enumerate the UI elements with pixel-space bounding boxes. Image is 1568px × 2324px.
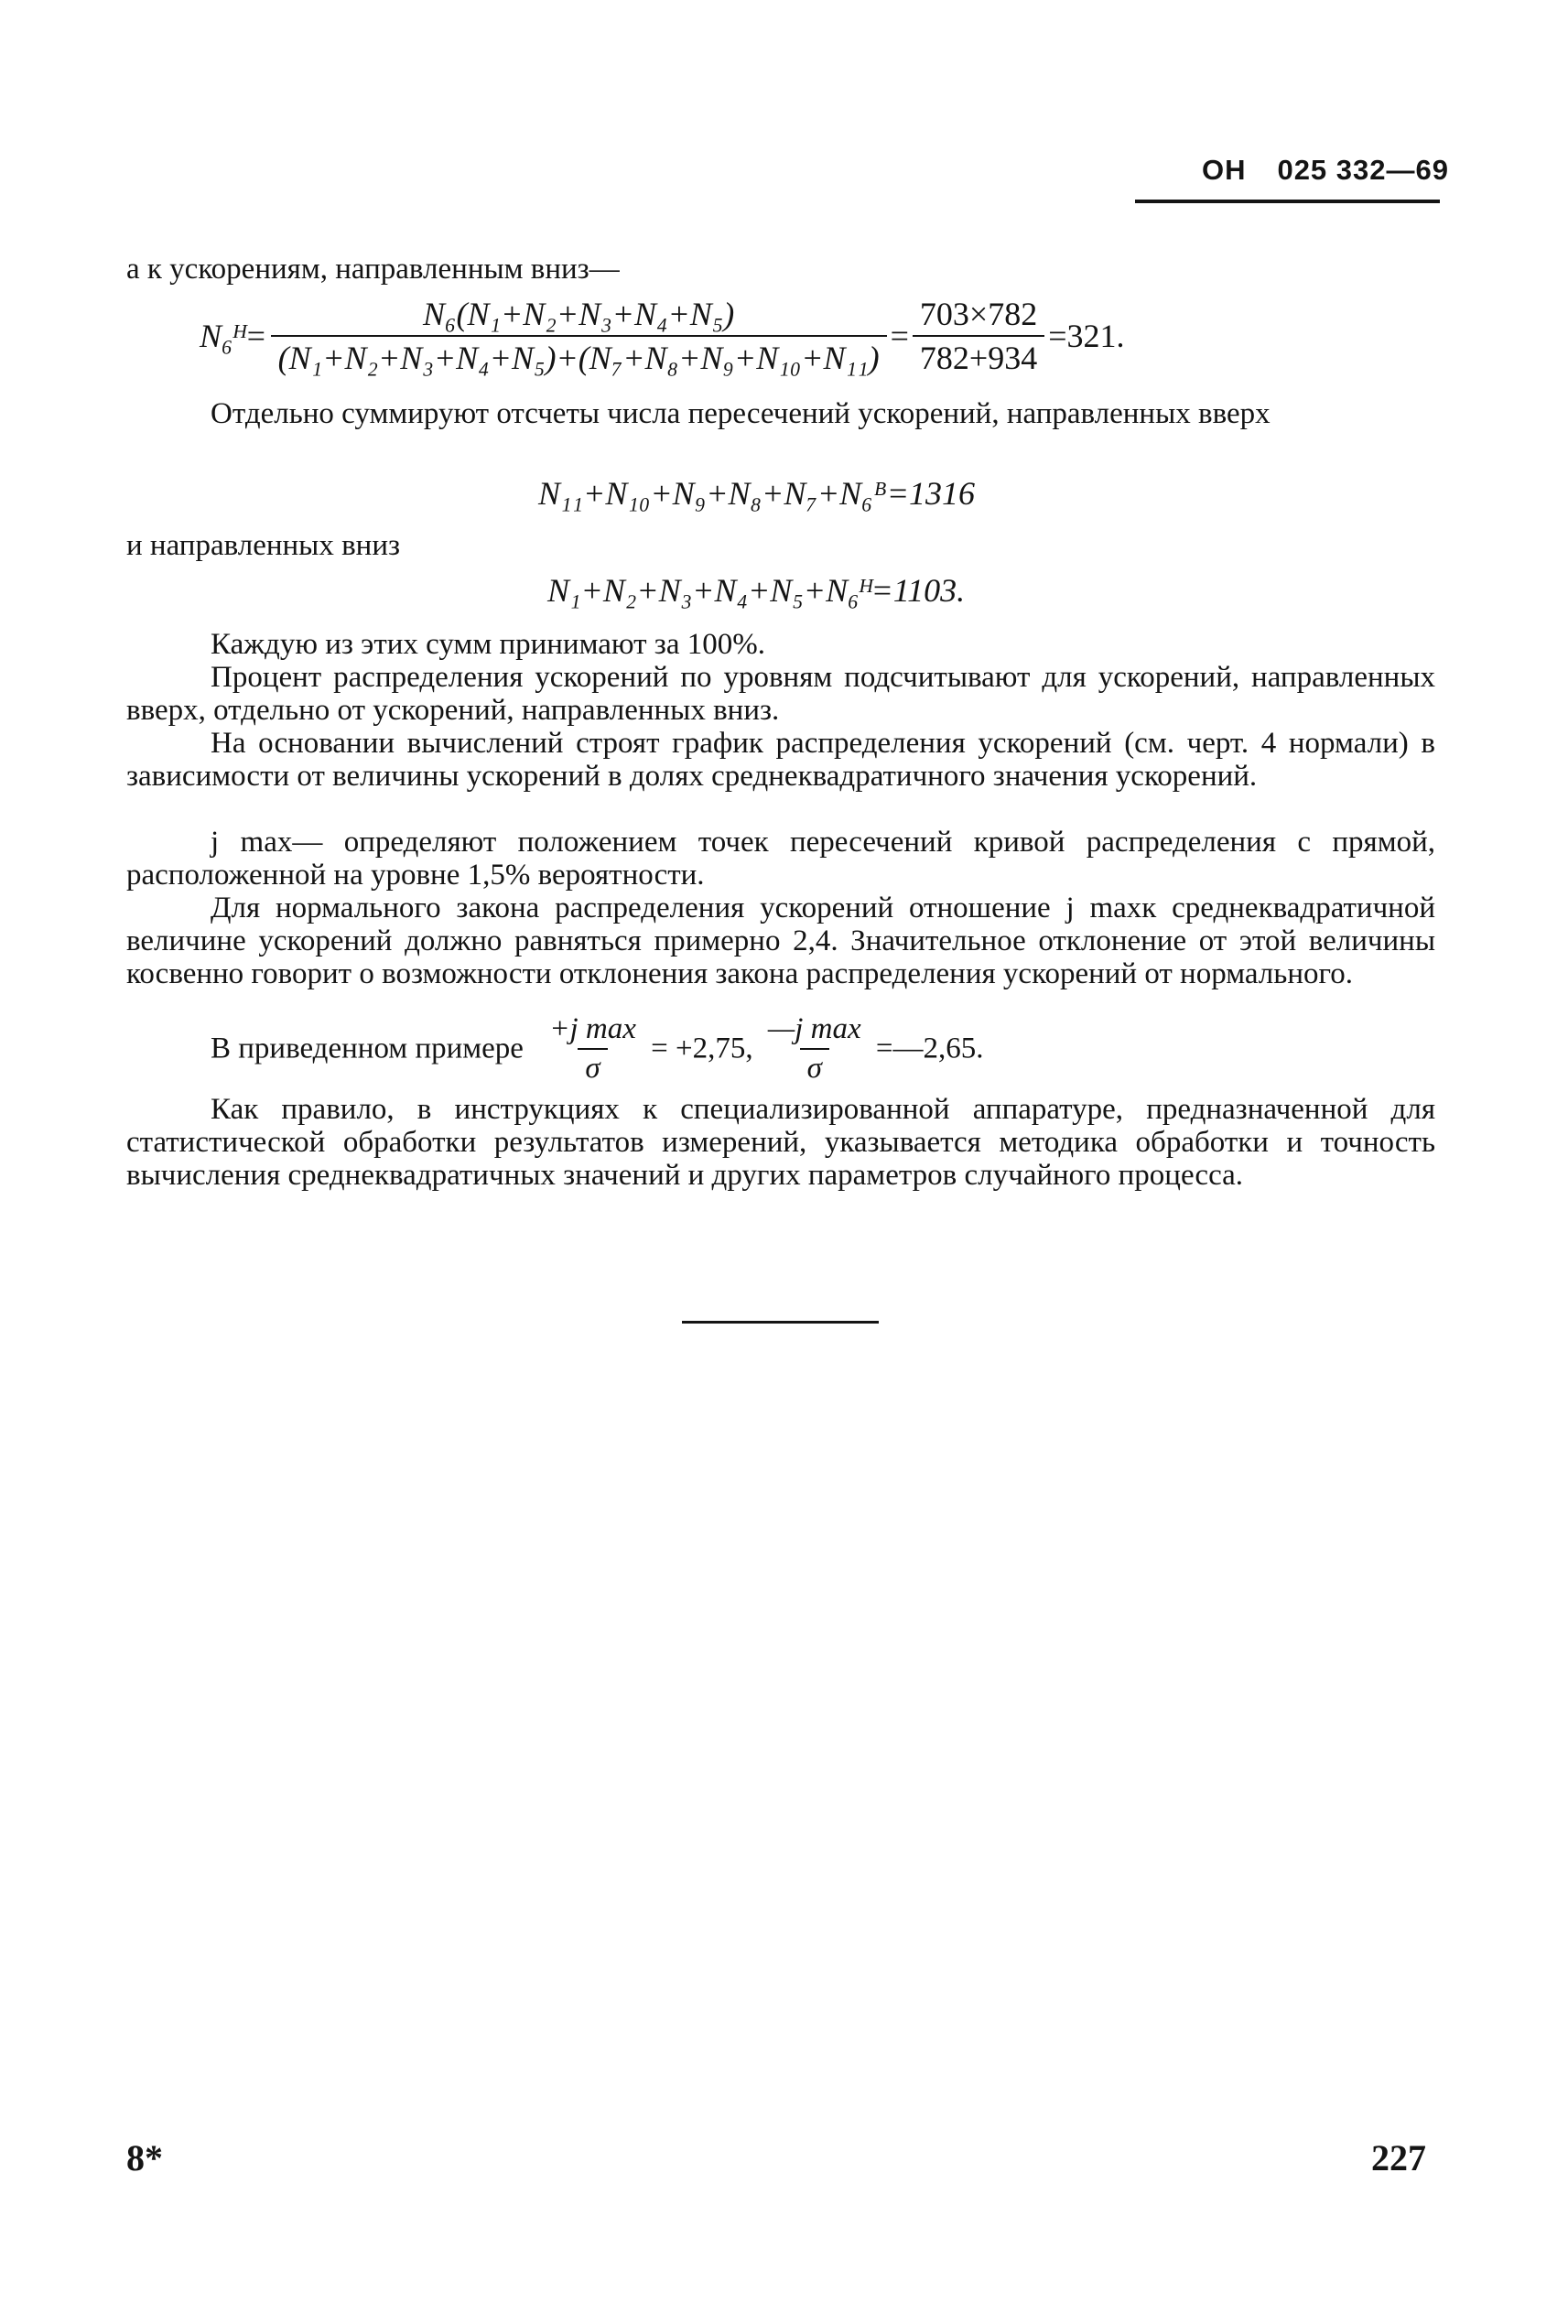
document-code	[1202, 154, 1449, 187]
formula-up: N₁₁+N₁₀+N₉+N₈+N₇+N₆ᴮ=1316	[538, 475, 976, 512]
intro-down2-text: и направленных вниз	[126, 529, 401, 562]
paragraph-graph: На основании вычислений строят график распределения ускорений (см. черт. 4 нормали) в зависимости от величины ускорений в долях среднеквадратичного значения ускорений.	[126, 727, 1435, 793]
intro-down-text: а к ускорениям, направленным вниз—	[126, 253, 620, 286]
example-fraction-negative	[761, 1012, 869, 1086]
formula-main-value-fraction	[913, 295, 1044, 377]
section-divider	[682, 1321, 879, 1324]
example-fraction-positive-denominator: σ	[578, 1048, 607, 1086]
paragraph-normal: Для нормального закона распределения ускорений отношение j maxк среднеквадратичной величине ускорений должно равняться примерно 2,4. Значительное отклонение от этой величины косвенно говорит о возможности отклонения закона распределения ускорений от нормального.	[126, 892, 1435, 990]
paragraph-rule: Как правило, в инструкциях к специализированной аппаратуре, предназначенной для статистической обработки результатов измерений, указывается методика обработки и точность вычисления среднеквадратичных значений и других параметров случайного процесса.	[126, 1093, 1435, 1192]
formula-main-denominator: (N₁+N₂+N₃+N₄+N₅)+(N₇+N₈+N₉+N₁₀+N₁₁)	[271, 335, 887, 377]
paragraph-jmax: j max— определяют положением точек пересечений кривой распределения с прямой, расположенной на уровне 1,5% вероятности.	[126, 826, 1435, 892]
paragraph-sum-up: Отдельно суммируют отсчеты числа пересечений ускорений, направленных вверх	[211, 397, 1271, 430]
formula-main-fraction	[271, 295, 887, 377]
signature-mark: 8*	[126, 2137, 163, 2178]
header-rule	[1135, 200, 1440, 203]
example-value-negative: =—2,65.	[875, 1032, 984, 1065]
formula-main-value-numerator: 703×782	[919, 296, 1038, 332]
page-number: 227	[1371, 2137, 1426, 2178]
example-fraction-negative-numerator: —j max	[767, 1012, 861, 1045]
example-prefix: В приведенном примере	[211, 1032, 524, 1065]
formula-main-result: =321.	[1048, 318, 1125, 354]
formula-main-value-denominator: 782+934	[913, 335, 1044, 377]
formula-main-lhs: N₆ᴴ=	[200, 318, 267, 354]
paragraph-percent: Процент распределения ускорений по уровням подсчитывают для ускорений, направленных вверх, отдельно от ускорений, направленных вниз.	[126, 661, 1435, 727]
example-value-positive: = +2,75,	[651, 1032, 753, 1065]
document-code-prefix: ОН	[1201, 154, 1247, 186]
example-fraction-negative-denominator: σ	[800, 1048, 829, 1086]
example-fraction-positive-numerator: +j max	[549, 1012, 636, 1045]
formula-main-numerator: N₆(N₁+N₂+N₃+N₄+N₅)	[422, 296, 735, 332]
example-line	[211, 1012, 983, 1086]
formula-main	[200, 295, 1125, 377]
paragraph-each-sum: Каждую из этих сумм принимают за 100%.	[211, 628, 765, 661]
formula-down: N₁+N₂+N₃+N₄+N₅+N₆ᴴ=1103.	[547, 572, 966, 609]
formula-main-eq: =	[890, 318, 909, 354]
document-code-number: 025 332—69	[1277, 154, 1449, 186]
example-fraction-positive	[542, 1012, 643, 1086]
